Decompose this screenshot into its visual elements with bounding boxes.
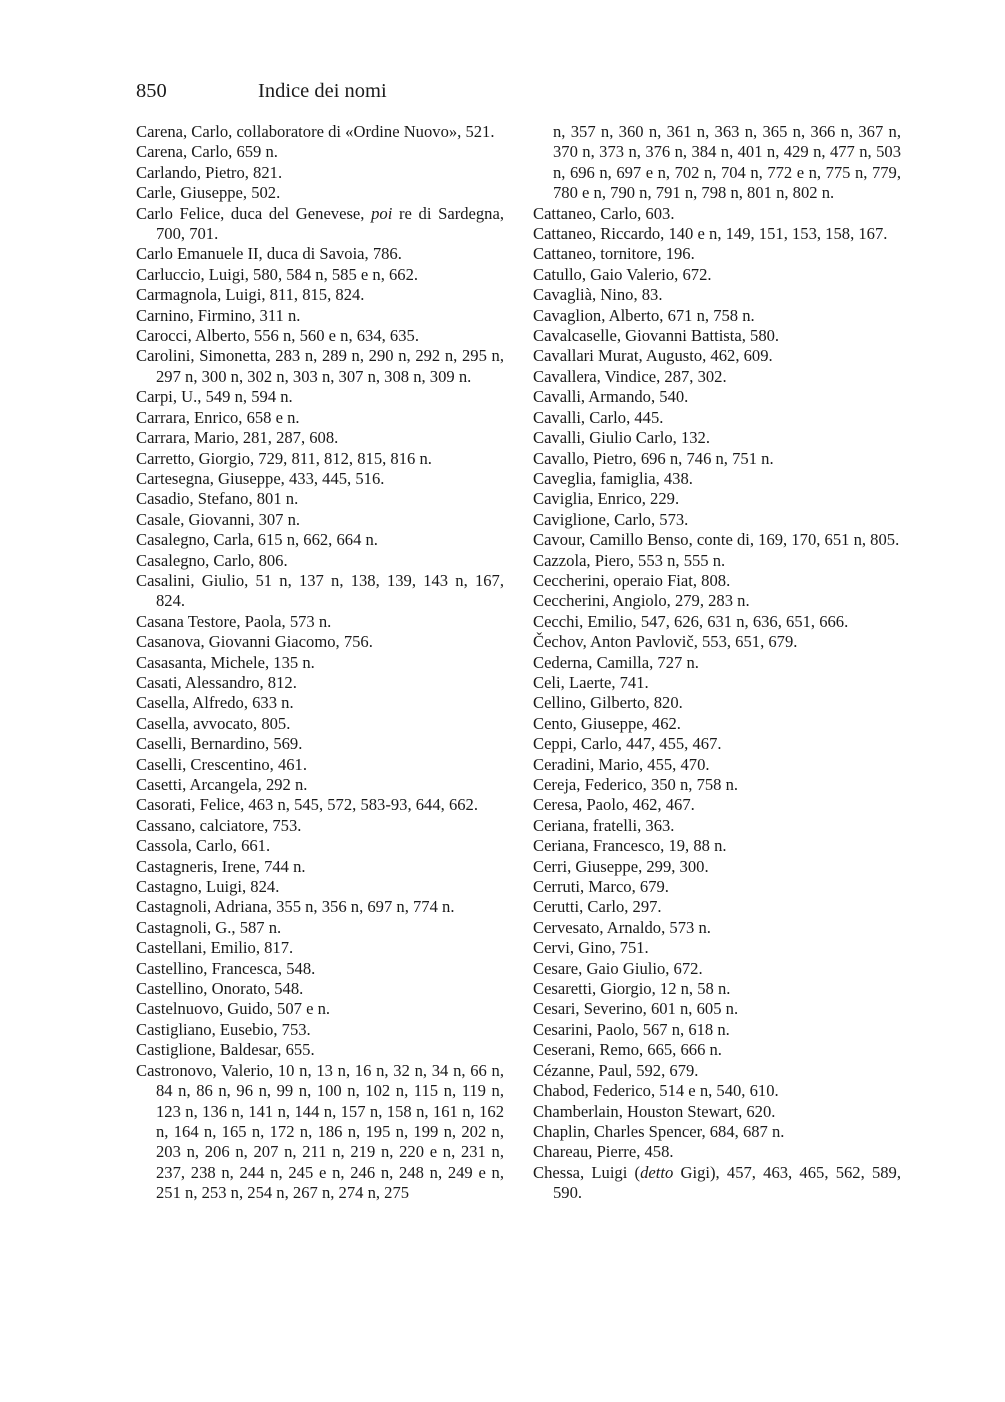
index-entry-continuation: n, 357 n, 360 n, 361 n, 363 n, 365 n, 366 n, 367 n, 370 n, 373 n, 376 n, 384 n, 401 n, 429 n, 477 n, 503 n, 696 n, 697 e n, 702 n, 704 n, 772 e n, 775 n, 779, 780 e n, 790 n, 791 n, 798 n, 801 n, 802 n.: [553, 122, 901, 203]
index-entry: Cavallari Murat, Augusto, 462, 609.: [533, 346, 773, 366]
index-entry: Carluccio, Luigi, 580, 584 n, 585 e n, 662.: [136, 264, 419, 284]
index-entry: Castagno, Luigi, 824.: [136, 877, 280, 897]
index-entry: Cervi, Gino, 751.: [533, 938, 649, 958]
index-entry: Cattaneo, Carlo, 603.: [533, 203, 675, 223]
index-entry: Cartesegna, Giuseppe, 433, 445, 516.: [136, 468, 385, 488]
index-entry: Casella, Alfredo, 633 n.: [136, 693, 294, 713]
index-entry: Chareau, Pierre, 458.: [533, 1142, 674, 1162]
page-number: 850: [136, 80, 167, 102]
index-entry: Cattaneo, Riccardo, 140 e n, 149, 151, 153, 158, 167.: [533, 224, 888, 244]
index-entry: Carrara, Mario, 281, 287, 608.: [136, 428, 339, 448]
index-entry: Chabod, Federico, 514 e n, 540, 610.: [533, 1081, 779, 1101]
index-entry: Casetti, Arcangela, 292 n.: [136, 775, 308, 794]
index-entry: Cavalli, Armando, 540.: [533, 387, 689, 407]
index-entry: Casalini, Giulio, 51 n, 137 n, 138, 139, 143 n, 167, 824.: [136, 570, 504, 611]
index-entry: Cassola, Carlo, 661.: [136, 836, 271, 856]
index-column-left: [136, 122, 504, 1204]
index-entry: Cesare, Gaio Giulio, 672.: [533, 958, 703, 978]
index-entry: Cavalli, Carlo, 445.: [533, 407, 664, 427]
index-entry: Chamberlain, Houston Stewart, 620.: [533, 1101, 776, 1121]
index-entry: Cederna, Camilla, 727 n.: [533, 652, 699, 672]
index-entry: Cavalcaselle, Giovanni Battista, 580.: [533, 326, 780, 346]
index-entry: Cerri, Giuseppe, 299, 300.: [533, 856, 709, 876]
index-entry: Ceriana, fratelli, 363.: [533, 815, 675, 835]
index-entry: Carolini, Simonetta, 283 n, 289 n, 290 n, 292 n, 295 n, 297 n, 300 n, 302 n, 303 n, 307 n, 308 n, 309 n.: [136, 346, 504, 386]
index-entry: Castagnoli, Adriana, 355 n, 356 n, 697 n, 774 n.: [136, 897, 455, 917]
index-entry: Cattaneo, tornitore, 196.: [533, 244, 695, 264]
index-entry: Cesari, Severino, 601 n, 605 n.: [533, 999, 739, 1019]
index-entry: Carlando, Pietro, 821.: [136, 162, 283, 182]
index-entry: Carmagnola, Luigi, 811, 815, 824.: [136, 285, 365, 305]
index-entry: Carrara, Enrico, 658 e n.: [136, 407, 300, 427]
index-entry: Carle, Giuseppe, 502.: [136, 183, 281, 203]
index-entry: Caveglia, famiglia, 438.: [533, 468, 693, 488]
index-entry: Cavallo, Pietro, 696 n, 746 n, 751 n.: [533, 448, 774, 468]
index-entry: Castronovo, Valerio, 10 n, 13 n, 16 n, 32 n, 34 n, 66 n, 84 n, 86 n, 96 n, 99 n, 100 n, 102 n, 115 n, 119 n, 123 n, 136 n, 141 n, 144 n, 157 n, 158 n, 161 n, 162 n, 164 n, 165 n, 172 n, 186 n, 195 n, 199 n, 202 n, 203 n, 206 n, 207 n, 211 n, 219 n, 220 e n, 231 n, 237, 238 n, 244 n, 245 e n, 246 n, 248 n, 249 e n, 251 n, 253 n, 254 n, 267 n, 274 n, 275: [136, 1060, 504, 1203]
index-entry: Celi, Laerte, 741.: [533, 672, 649, 692]
index-entry: Ceradini, Mario, 455, 470.: [533, 754, 710, 774]
index-entry: Casadio, Stefano, 801 n.: [136, 489, 299, 509]
index-entry: Cento, Giuseppe, 462.: [533, 713, 681, 733]
index-entry: Carretto, Giorgio, 729, 811, 812, 815, 816 n.: [136, 448, 432, 468]
index-entry: Castellino, Francesca, 548.: [136, 958, 316, 978]
index-entry: Ceccherini, operaio Fiat, 808.: [533, 570, 731, 590]
index-column-right: [533, 122, 901, 1204]
index-entry: Ceppi, Carlo, 447, 455, 467.: [533, 734, 722, 754]
index-entry: Castelnuovo, Guido, 507 e n.: [136, 999, 331, 1019]
index-entry: Casana Testore, Paola, 573 n.: [136, 611, 332, 631]
index-entry: Carpi, U., 549 n, 594 n.: [136, 387, 293, 407]
index-entry: Casale, Giovanni, 307 n.: [136, 509, 301, 529]
index-entry: Cavaglià, Nino, 83.: [533, 285, 663, 305]
index-entry: Casalegno, Carlo, 806.: [136, 550, 288, 570]
index-entry: Caselli, Bernardino, 569.: [136, 734, 303, 754]
index-entry: Castagneris, Irene, 744 n.: [136, 856, 306, 876]
index-entry: Ceccherini, Angiolo, 279, 283 n.: [533, 591, 750, 611]
index-entry: Cecchi, Emilio, 547, 626, 631 n, 636, 651, 666.: [533, 611, 849, 631]
index-entry: Carena, Carlo, 659 n.: [136, 142, 278, 162]
index-entry: Cerutti, Carlo, 297.: [533, 897, 662, 917]
index-entry: Čechov, Anton Pavlovič, 553, 651, 679.: [533, 632, 798, 652]
index-entry: Cazzola, Piero, 553 n, 555 n.: [533, 550, 726, 570]
index-entry: Carlo Emanuele II, duca di Savoia, 786.: [136, 244, 402, 264]
index-entry: Cesaretti, Giorgio, 12 n, 58 n.: [533, 979, 731, 999]
index-entry: Cavallera, Vindice, 287, 302.: [533, 366, 727, 386]
index-entry: Ceserani, Remo, 665, 666 n.: [533, 1040, 722, 1060]
running-header: [136, 80, 387, 103]
index-entry: Caselli, Crescentino, 461.: [136, 754, 307, 774]
page-title: Indice dei nomi: [258, 80, 387, 102]
index-entry: Caviglione, Carlo, 573.: [533, 509, 689, 529]
index-entry: Castiglione, Baldesar, 655.: [136, 1040, 315, 1060]
index-entry: Casorati, Felice, 463 n, 545, 572, 583-93, 644, 662.: [136, 795, 478, 815]
index-entry: Castagnoli, G., 587 n.: [136, 917, 282, 937]
index-entry: Cavalli, Giulio Carlo, 132.: [533, 428, 710, 448]
index-entry: Castellani, Emilio, 817.: [136, 938, 294, 958]
italic-term: detto: [640, 1162, 674, 1182]
index-entry: Casalegno, Carla, 615 n, 662, 664 n.: [136, 530, 378, 550]
index-entry: Cavour, Camillo Benso, conte di, 169, 170, 651 n, 805.: [533, 530, 900, 550]
index-entry: Ceresa, Paolo, 462, 467.: [533, 795, 695, 815]
index-entry: Cerruti, Marco, 679.: [533, 877, 669, 897]
index-entry: Carlo Felice, duca del Genevese, poi re di Sardegna, 700, 701.: [136, 203, 504, 244]
index-entry: Cassano, calciatore, 753.: [136, 815, 302, 835]
index-entry: Caviglia, Enrico, 229.: [533, 489, 680, 509]
index-entry: Casanova, Giovanni Giacomo, 756.: [136, 632, 373, 652]
index-entry: Cesarini, Paolo, 567 n, 618 n.: [533, 1019, 730, 1039]
index-entry: Ceriana, Francesco, 19, 88 n.: [533, 836, 727, 856]
index-entry: Carena, Carlo, collaboratore di «Ordine Nuovo», 521.: [136, 122, 495, 141]
index-entry: Casati, Alessandro, 812.: [136, 672, 297, 692]
index-entry: Catullo, Gaio Valerio, 672.: [533, 264, 712, 284]
italic-term: poi: [371, 203, 393, 223]
index-entry: Cavaglion, Alberto, 671 n, 758 n.: [533, 305, 755, 325]
index-entry: Carocci, Alberto, 556 n, 560 e n, 634, 635.: [136, 326, 419, 346]
index-entry: Casasanta, Michele, 135 n.: [136, 652, 315, 672]
index-entry: Cervesato, Arnaldo, 573 n.: [533, 917, 711, 937]
index-entry: Castigliano, Eusebio, 753.: [136, 1019, 311, 1039]
index-entry: Castellino, Onorato, 548.: [136, 979, 304, 999]
index-entry: Cellino, Gilberto, 820.: [533, 693, 683, 713]
index-entry: Chaplin, Charles Spencer, 684, 687 n.: [533, 1121, 785, 1141]
index-entry: Casella, avvocato, 805.: [136, 713, 291, 733]
index-entry: Cézanne, Paul, 592, 679.: [533, 1060, 699, 1080]
index-entry: Carnino, Firmino, 311 n.: [136, 305, 301, 325]
index-entry: Cereja, Federico, 350 n, 758 n.: [533, 775, 739, 794]
index-entry: Chessa, Luigi (detto Gigi), 457, 463, 465, 562, 589, 590.: [533, 1162, 901, 1203]
